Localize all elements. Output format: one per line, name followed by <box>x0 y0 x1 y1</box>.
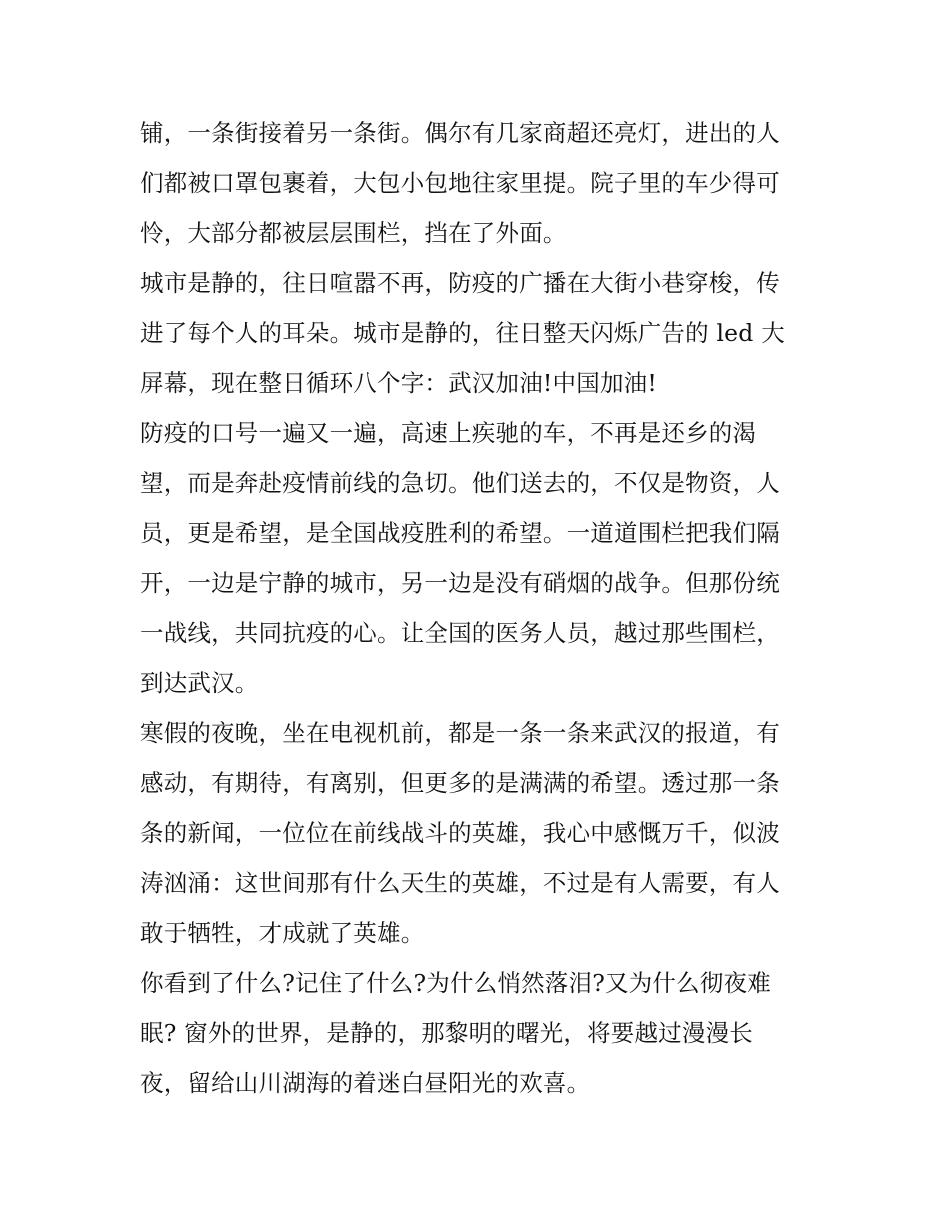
text-line: 进了每个人的耳朵。城市是静的，往日整天闪烁广告的 led 大 <box>140 319 785 347</box>
text-line: 敢于牺牲，才成就了英雄。 <box>140 919 425 947</box>
text-line: 屏幕，现在整日循环八个字：武汉加油!中国加油! <box>140 369 657 397</box>
text-line: 到达武汉。 <box>140 669 259 697</box>
text-line: 一战线，共同抗疫的心。让全国的医务人员，越过那些围栏， <box>140 619 780 647</box>
text-line: 眠? 窗外的世界，是静的，那黎明的曙光，将要越过漫漫长 <box>140 1019 753 1047</box>
text-line: 条的新闻，一位位在前线战斗的英雄，我心中感慨万千，似波 <box>140 819 780 847</box>
text-line: 们都被口罩包裹着，大包小包地往家里提。院子里的车少得可 <box>140 169 780 197</box>
text-line: 城市是静的，往日喧嚣不再，防疫的广播在大街小巷穿梭，传 <box>140 269 780 297</box>
text-line: 夜，留给山川湖海的着迷白昼阳光的欢喜。 <box>140 1069 591 1097</box>
text-line: 涛汹涌：这世间那有什么天生的英雄，不过是有人需要，有人 <box>140 869 780 897</box>
text-line: 员，更是希望，是全国战疫胜利的希望。一道道围栏把我们隔 <box>140 519 780 547</box>
text-line: 防疫的口号一遍又一遍，高速上疾驰的车，不再是还乡的渴 <box>140 419 757 447</box>
text-line: 寒假的夜晚，坐在电视机前，都是一条一条来武汉的报道，有 <box>140 719 780 747</box>
document-body <box>140 108 820 1108</box>
text-line: 感动，有期待，有离别，但更多的是满满的希望。透过那一条 <box>140 769 780 797</box>
text-line: 望，而是奔赴疫情前线的急切。他们送去的，不仅是物资，人 <box>140 469 780 497</box>
text-line: 开，一边是宁静的城市，另一边是没有硝烟的战争。但那份统 <box>140 569 780 597</box>
text-line: 你看到了什么?记住了什么?为什么悄然落泪?又为什么彻夜难 <box>140 969 771 997</box>
text-line: 铺，一条街接着另一条街。偶尔有几家商超还亮灯，进出的人 <box>140 119 780 147</box>
text-line: 怜，大部分都被层层围栏，挡在了外面。 <box>140 219 567 247</box>
